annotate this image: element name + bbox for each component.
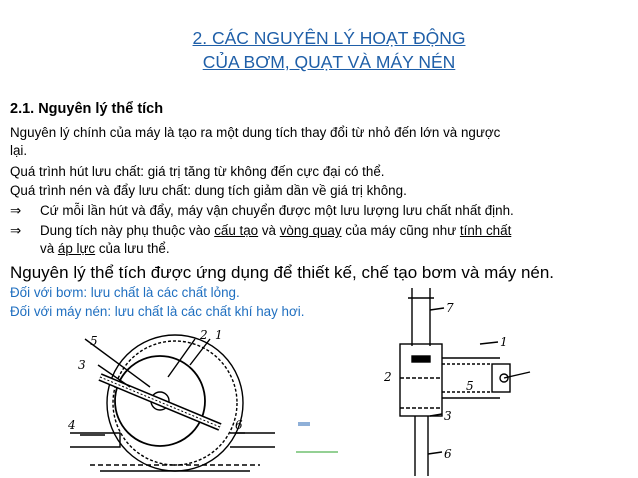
figure-label: 4 bbox=[68, 418, 76, 432]
figure-label: 2 bbox=[384, 370, 392, 384]
underlined-term: vòng quay bbox=[279, 223, 342, 238]
underlined-term: áp lực bbox=[57, 241, 96, 256]
compression-process-text: Quá trình nén và đẩy lưu chất: dung tích giảm dần về giá trị không. bbox=[10, 183, 407, 198]
suction-process-text: Quá trình hút lưu chất: giá trị tăng từ không đến cực đại có thể. bbox=[10, 164, 385, 179]
piston-compressor-diagram bbox=[370, 286, 540, 478]
section-heading: 2.1. Nguyên lý thể tích bbox=[10, 101, 164, 117]
figure-label: 1 bbox=[215, 328, 223, 342]
bullet-text-part: của lưu thể. bbox=[95, 241, 170, 256]
bullet-text: Cứ mỗi lần hút và đẩy, máy vận chuyển được một lưu lượng lưu chất nhất định. bbox=[40, 203, 514, 218]
bullet-text bbox=[40, 223, 511, 238]
figure-label: 5 bbox=[90, 334, 98, 348]
paragraph-line: lại. bbox=[10, 143, 28, 158]
bullet-text-part: và bbox=[40, 241, 58, 256]
implies-arrow-icon: ⇒ bbox=[10, 223, 22, 238]
figure-label: 3 bbox=[78, 358, 86, 372]
bullet-text-part: Dung tích này phụ thuộc vào bbox=[40, 223, 215, 238]
bullet-text-part: và bbox=[258, 223, 280, 238]
figure-label: 5 bbox=[466, 379, 474, 393]
underlined-term: cấu tạo bbox=[214, 223, 259, 238]
watermark-mark bbox=[292, 418, 342, 458]
figure-label: 2 bbox=[200, 328, 208, 342]
pump-note: Đối với bơm: lưu chất là các chất lỏng. bbox=[10, 285, 240, 300]
rotary-pump-diagram bbox=[60, 325, 280, 475]
figure-label: 7 bbox=[446, 301, 454, 315]
application-statement: Nguyên lý thể tích được ứng dụng để thiết kế, chế tạo bơm và máy nén. bbox=[10, 263, 555, 282]
figure-label: 6 bbox=[444, 447, 452, 461]
figure-label: 1 bbox=[500, 335, 508, 349]
bullet-text-continued bbox=[40, 241, 170, 256]
compressor-note: Đối với máy nén: lưu chất là các chất khí hay hơi. bbox=[10, 304, 305, 319]
bullet-text-part: của máy cũng như bbox=[341, 223, 460, 238]
figure-label: 6 bbox=[235, 418, 243, 432]
figure-label: 3 bbox=[444, 409, 452, 423]
paragraph-line: Nguyên lý chính của máy là tạo ra một dung tích thay đổi từ nhỏ đến lớn và ngược bbox=[10, 125, 501, 140]
slide-title-line2: CỦA BƠM, QUẠT VÀ MÁY NÉN bbox=[202, 52, 456, 72]
underlined-term: tính chất bbox=[459, 223, 512, 238]
slide-title-line1: 2. CÁC NGUYÊN LÝ HOẠT ĐỘNG bbox=[192, 28, 466, 48]
implies-arrow-icon: ⇒ bbox=[10, 203, 22, 218]
